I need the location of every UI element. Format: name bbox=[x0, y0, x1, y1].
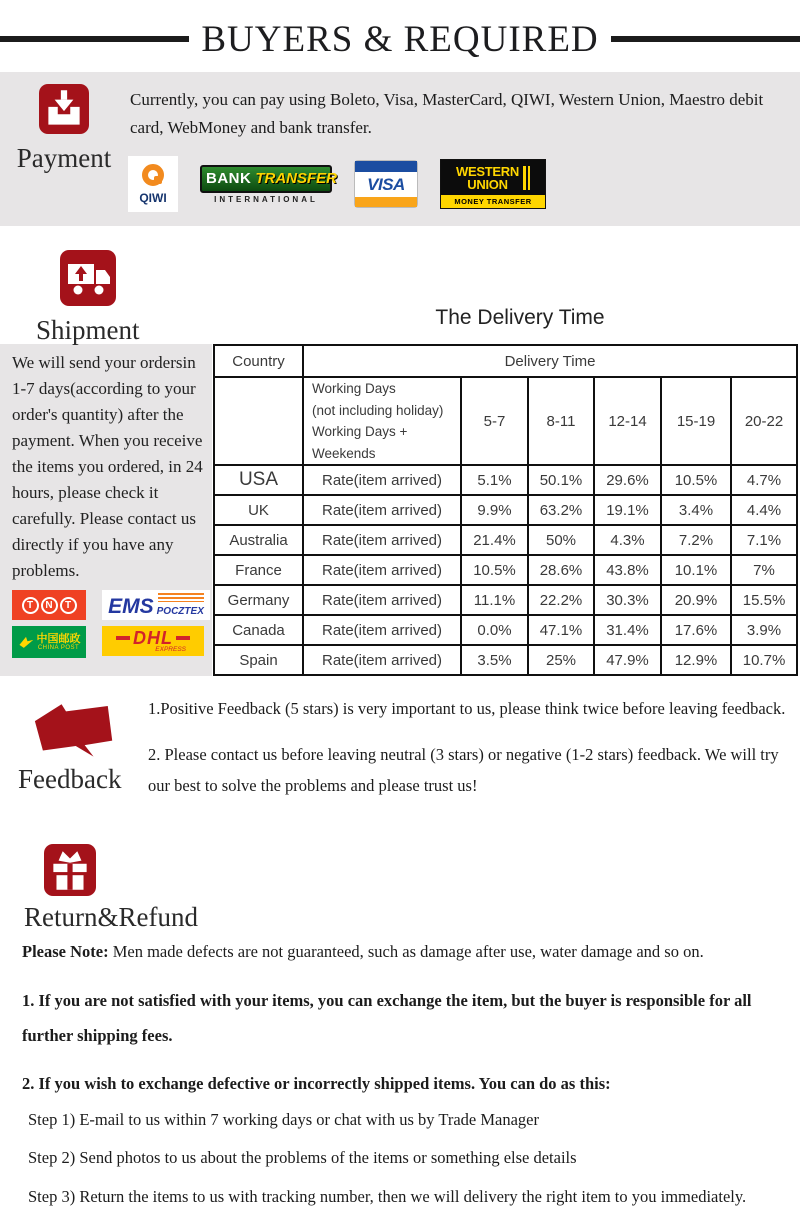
feedback-label: Feedback bbox=[18, 764, 122, 795]
empty-cell bbox=[214, 377, 303, 465]
rate-cell: 17.6% bbox=[661, 615, 731, 645]
china-post-emblem-icon bbox=[18, 634, 34, 650]
day-range-header: 8-11 bbox=[528, 377, 594, 465]
rate-cell: 7.2% bbox=[661, 525, 731, 555]
day-range-header: 5-7 bbox=[461, 377, 528, 465]
col-header-delivery-time: Delivery Time bbox=[303, 345, 797, 377]
rate-cell: 3.4% bbox=[661, 495, 731, 525]
rate-cell: 29.6% bbox=[594, 465, 661, 495]
feedback-bubble-icon bbox=[24, 698, 124, 767]
shipment-label: Shipment bbox=[36, 315, 140, 346]
rate-cell: 21.4% bbox=[461, 525, 528, 555]
rate-cell: 10.1% bbox=[661, 555, 731, 585]
country-cell: France bbox=[214, 555, 303, 585]
country-cell: Spain bbox=[214, 645, 303, 675]
rate-cell: 43.8% bbox=[594, 555, 661, 585]
working-days-cell: Working Days (not including holiday) Working Days + Weekends bbox=[303, 377, 461, 465]
feedback-item-1: 1.Positive Feedback (5 stars) is very important to us, please think twice before leaving feedback. bbox=[148, 699, 786, 719]
rate-cell: 50% bbox=[528, 525, 594, 555]
rate-cell: 10.5% bbox=[661, 465, 731, 495]
payment-icon bbox=[39, 84, 89, 134]
visa-logo: VISA bbox=[354, 160, 418, 208]
rate-cell: 5.1% bbox=[461, 465, 528, 495]
qiwi-logo: QIWI bbox=[128, 156, 178, 212]
rate-cell: 7.1% bbox=[731, 525, 797, 555]
rate-cell: 10.7% bbox=[731, 645, 797, 675]
rate-cell: 3.5% bbox=[461, 645, 528, 675]
day-range-header: 12-14 bbox=[594, 377, 661, 465]
rate-cell: 47.1% bbox=[528, 615, 594, 645]
payment-description: Currently, you can pay using Boleto, Visa, MasterCard, QIWI, Western Union, Maestro debit card, WebMoney and bank transfer. bbox=[130, 90, 764, 138]
shipment-note-panel bbox=[0, 344, 212, 676]
tnt-logo: T N T bbox=[12, 590, 86, 620]
rate-label-cell: Rate(item arrived) bbox=[303, 555, 461, 585]
rate-cell: 15.5% bbox=[731, 585, 797, 615]
policy-item-2: 2. If you wish to exchange defective or incorrectly shipped items. You can do as this: bbox=[22, 1073, 611, 1093]
rate-label-cell: Rate(item arrived) bbox=[303, 615, 461, 645]
col-header-country: Country bbox=[214, 345, 303, 377]
table-row bbox=[214, 615, 797, 645]
please-note-prefix: Please Note: bbox=[22, 942, 109, 962]
header-rule-left bbox=[0, 36, 189, 42]
rate-cell: 3.9% bbox=[731, 615, 797, 645]
page-header bbox=[0, 0, 800, 72]
rate-label-cell: Rate(item arrived) bbox=[303, 645, 461, 675]
payment-label: Payment bbox=[16, 143, 112, 173]
rate-cell: 4.3% bbox=[594, 525, 661, 555]
qiwi-q-icon bbox=[142, 164, 164, 186]
western-union-bars bbox=[523, 166, 530, 190]
please-note-line bbox=[22, 942, 778, 962]
rate-cell: 22.2% bbox=[528, 585, 594, 615]
ems-stripes-icon bbox=[158, 593, 204, 602]
rate-cell: 0.0% bbox=[461, 615, 528, 645]
feedback-item-2: 2. Please contact us before leaving neutral (3 stars) or negative (1-2 stars) feedback. We will try our best to solve the problems and please trust us! bbox=[148, 745, 779, 796]
country-cell: Australia bbox=[214, 525, 303, 555]
policy-item-1: 1. If you are not satisfied with your items, you can exchange the item, but the buyer is responsible for all further shipping fees. bbox=[22, 991, 752, 1046]
return-refund-label: Return&Refund bbox=[24, 902, 198, 933]
rate-cell: 20.9% bbox=[661, 585, 731, 615]
policy-step-3: Step 3) Return the items to us with tracking number, then we will delivery the right item to you immediately. bbox=[28, 1186, 747, 1206]
gift-box-icon bbox=[44, 844, 96, 896]
shipment-header bbox=[0, 244, 800, 344]
day-range-header: 15-19 bbox=[661, 377, 731, 465]
rate-cell: 4.7% bbox=[731, 465, 797, 495]
rate-label-cell: Rate(item arrived) bbox=[303, 525, 461, 555]
china-post-logo: 中国邮政 CHINA POST bbox=[12, 626, 86, 658]
table-row bbox=[214, 495, 797, 525]
rate-cell: 28.6% bbox=[528, 555, 594, 585]
dhl-logo: DHL EXPRESS bbox=[102, 626, 204, 656]
payment-section bbox=[0, 72, 800, 226]
header-rule-right bbox=[611, 36, 800, 42]
country-cell: UK bbox=[214, 495, 303, 525]
rate-label-cell: Rate(item arrived) bbox=[303, 495, 461, 525]
country-cell: Germany bbox=[214, 585, 303, 615]
rate-cell: 19.1% bbox=[594, 495, 661, 525]
policy-step-2: Step 2) Send photos to us about the problems of the items or something else details bbox=[28, 1148, 577, 1168]
rate-cell: 10.5% bbox=[461, 555, 528, 585]
please-note-text: Men made defects are not guaranteed, such as damage after use, water damage and so on. bbox=[108, 942, 704, 962]
payment-logos-row bbox=[128, 156, 782, 212]
carrier-logos bbox=[12, 590, 206, 658]
return-refund-policy bbox=[0, 942, 800, 1209]
dhl-dash-left bbox=[116, 636, 130, 640]
table-row bbox=[214, 465, 797, 495]
shipment-truck-icon bbox=[60, 250, 116, 306]
shipment-body bbox=[0, 344, 800, 676]
rate-cell: 12.9% bbox=[661, 645, 731, 675]
rate-cell: 50.1% bbox=[528, 465, 594, 495]
bank-transfer-logo: BANK TRANSFER INTERNATIONAL bbox=[200, 165, 332, 204]
dhl-dash-right bbox=[176, 636, 190, 640]
rate-cell: 31.4% bbox=[594, 615, 661, 645]
table-row bbox=[214, 585, 797, 615]
rate-cell: 7% bbox=[731, 555, 797, 585]
ems-pocztex-logo: EMS POCZTEX bbox=[102, 590, 210, 620]
page-title: BUYERS & REQUIRED bbox=[201, 18, 599, 60]
policy-step-1: Step 1) E-mail to us within 7 working days or chat with us by Trade Manager bbox=[28, 1109, 539, 1129]
day-range-header: 20-22 bbox=[731, 377, 797, 465]
rate-cell: 9.9% bbox=[461, 495, 528, 525]
country-cell: Canada bbox=[214, 615, 303, 645]
rate-cell: 4.4% bbox=[731, 495, 797, 525]
table-row bbox=[214, 555, 797, 585]
rate-cell: 11.1% bbox=[461, 585, 528, 615]
delivery-time-table bbox=[213, 344, 798, 676]
rate-cell: 63.2% bbox=[528, 495, 594, 525]
feedback-section bbox=[0, 688, 800, 816]
payment-icon-block bbox=[0, 84, 128, 212]
return-refund-header bbox=[0, 830, 800, 940]
table-row bbox=[214, 645, 797, 675]
country-cell: USA bbox=[214, 465, 303, 495]
shipment-note: We will send your ordersin 1-7 days(according to your order's quantity) after the payment. When you receive the items you ordered, in 24 hours, please check it carefully. Please contact us directly if you have any problems. bbox=[12, 353, 203, 581]
table-row bbox=[214, 525, 797, 555]
rate-cell: 30.3% bbox=[594, 585, 661, 615]
rate-label-cell: Rate(item arrived) bbox=[303, 585, 461, 615]
rate-cell: 25% bbox=[528, 645, 594, 675]
rate-cell: 47.9% bbox=[594, 645, 661, 675]
western-union-logo: WESTERN UNION MONEY TRANSFER bbox=[440, 159, 546, 209]
rate-label-cell: Rate(item arrived) bbox=[303, 465, 461, 495]
delivery-time-title: The Delivery Time bbox=[435, 306, 605, 330]
